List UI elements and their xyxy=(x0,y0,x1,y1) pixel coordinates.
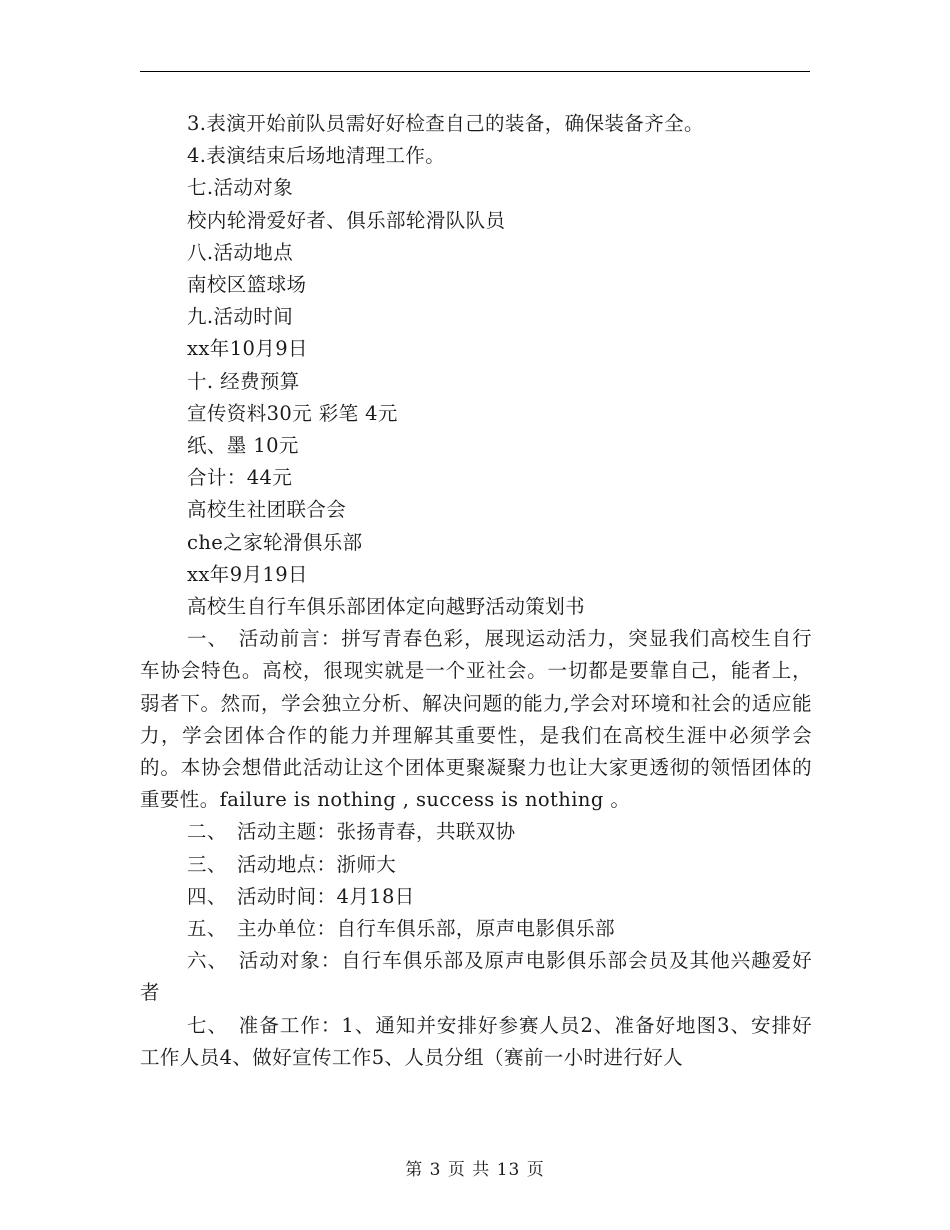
text-line: xx年9月19日 xyxy=(187,562,308,586)
text-line: che之家轮滑俱乐部 xyxy=(187,530,363,554)
text-line: 二、 活动主题：张扬青春，共联双协 xyxy=(187,820,516,844)
section-heading: 十. 经费预算 xyxy=(187,369,300,393)
text-line: 纸、墨 10元 xyxy=(187,434,299,458)
text-line: 南校区篮球场 xyxy=(187,273,307,297)
page-footer: 第 3 页 共 13 页 xyxy=(405,1160,545,1180)
section-heading: 七.活动对象 xyxy=(187,176,294,200)
text-line: 合计：44元 xyxy=(187,466,293,490)
body-text xyxy=(140,108,812,1074)
text-line: 三、 活动地点：浙师大 xyxy=(187,852,397,876)
text-line: 校内轮滑爱好者、俱乐部轮滑队队员 xyxy=(187,208,506,232)
text-line: 宣传资料30元 彩笔 4元 xyxy=(187,401,398,425)
text-line: 四、 活动时间：4月18日 xyxy=(187,884,415,908)
paragraph: 六、 活动对象：自行车俱乐部及原声电影俱乐部会员及其他兴趣爱好者 xyxy=(140,949,812,1005)
paragraph: 七、 准备工作：1、通知并安排好参赛人员2、准备好地图3、安排好工作人员4、做好宣传工作5、人员分组（赛前一小时进行好人 xyxy=(140,1013,812,1069)
text-line: 高校生社团联合会 xyxy=(187,498,347,522)
section-heading: 九.活动时间 xyxy=(187,305,294,329)
document-title: 高校生自行车俱乐部团体定向越野活动策划书 xyxy=(187,595,586,619)
text-line: 3.表演开始前队员需好好检查自己的装备，确保装备齐全。 xyxy=(187,112,704,135)
text-line: 4.表演结束后场地清理工作。 xyxy=(187,144,446,168)
section-heading: 八.活动地点 xyxy=(187,240,294,264)
text-line: 五、 主办单位：自行车俱乐部，原声电影俱乐部 xyxy=(187,917,616,941)
paragraph: 一、 活动前言：拼写青春色彩，展现运动活力，突显我们高校生自行车协会特色。高校，很现实就是一个亚社会。一切都是要靠自己，能者上，弱者下。然而，学会独立分析、解决问题的能力,学会对环境和社会的适应能力，学会团体合作的能力并理解其重要性，是我们在高校生涯中必须学会的。本协会想借此活动让这个团体更聚凝聚力也让大家更透彻的领悟团体的重要性。failure is nothing , success is nothing 。 xyxy=(140,627,812,812)
header-rule xyxy=(140,71,810,72)
text-line: xx年10月9日 xyxy=(187,337,308,361)
